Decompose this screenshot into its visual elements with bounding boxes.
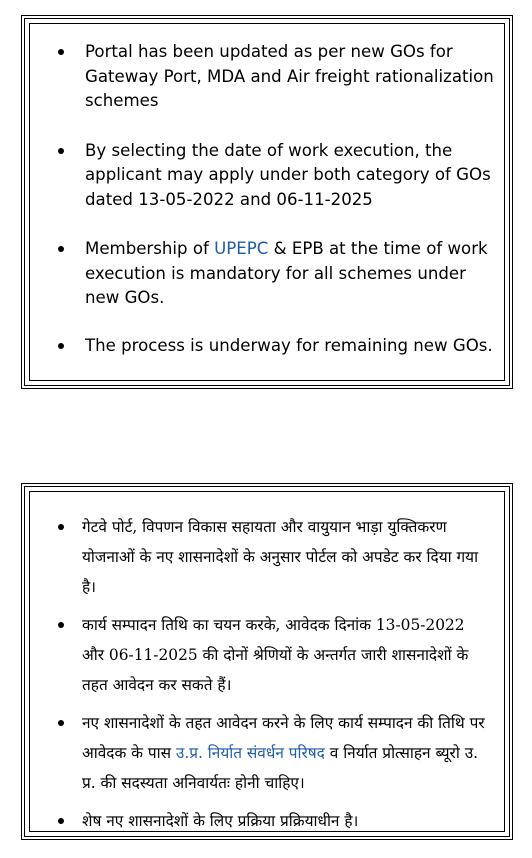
upepc-link[interactable]: UPEPC [214,239,269,258]
hindi-notice-text: शेष नए शासनादेशों के लिए प्रक्रिया प्रक्रियाधीन है। [82,812,359,830]
upepc-hindi-link[interactable]: उ.प्र. निर्यात संवर्धन परिषद [175,744,325,762]
hindi-notice-text: गेटवे पोर्ट, विपणन विकास सहायता और वायुयान भाड़ा युक्तिकरण योजनाओं के नए शासनादेशों के अनुसार पोर्टल को अपडेट कर दिया गया है। [82,518,479,596]
english-notice-item [81,334,497,359]
english-notice-text: By selecting the date of work execution, the applicant may apply under both category of GOs dated 13-05-2022 and 06-11-2025 [85,140,491,209]
bullet-icon [58,720,64,726]
bullet-icon [58,343,64,349]
hindi-notice-item [82,806,489,836]
hindi-notice-item [82,610,489,700]
hindi-notice-item [82,512,489,602]
bullet-icon [58,148,64,154]
english-notice-text-suffix: & EPB at the time of work execution is mandatory for all schemes under new GOs. [85,239,488,307]
hindi-notice-text-prefix: नए शासनादेशों के तहत आवेदन करने के लिए कार्य सम्पादन की तिथि पर आवेदक के पास [82,714,485,762]
hindi-notice-box [21,483,513,840]
english-notice-text: The process is underway for remaining new GOs. [85,335,493,355]
hindi-notice-text: कार्य सम्पादन तिथि का चयन करके, आवेदक दिनांक 13-05-2022 और 06-11-2025 की दोनों श्रेणियों के अन्तर्गत जारी शासनादेशों के तहत आवेदन कर सकते हैं। [82,616,469,694]
english-notice-text: Portal has been updated as per new GOs for Gateway Port, MDA and Air freight rationalization schemes [85,42,494,110]
bullet-icon [58,622,64,628]
hindi-notice-list [82,512,489,836]
english-notice-item [81,139,497,213]
bullet-icon [58,818,64,824]
bullet-icon [58,49,64,55]
bullet-icon [58,246,64,252]
hindi-notice-item [82,708,489,798]
english-notice-list [81,40,497,383]
hindi-notice-text-suffix: व निर्यात प्रोत्साहन ब्यूरो उ. प्र. की सदस्यता अनिवार्यतः होनी चाहिए। [82,744,479,792]
english-notice-item [81,40,497,114]
bullet-icon [58,524,64,530]
english-notice-text-prefix: Membership of [85,239,215,258]
english-notice-box [21,15,513,389]
english-notice-item [81,237,497,311]
